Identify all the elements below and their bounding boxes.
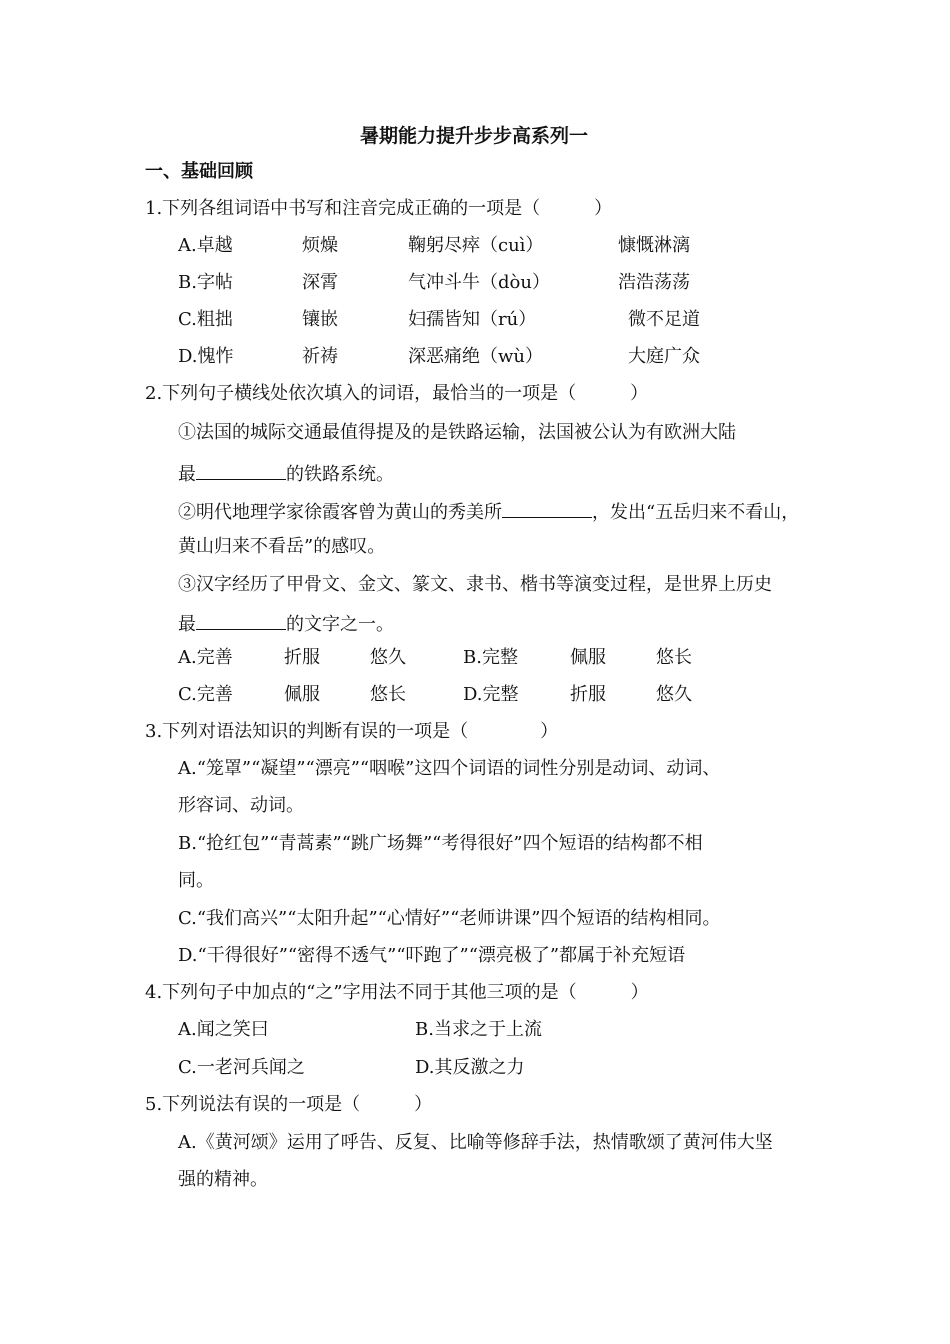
q4-stem: 4.下列句子中加点的“之”字用法不同于其他三项的是（ ） (145, 982, 649, 1003)
q1-b-c2: 深霄 (302, 272, 338, 293)
q1-c-c1: C.粗拙 (178, 309, 233, 330)
q2-optB-3: 悠长 (656, 647, 692, 668)
q4-option-a: A.闻之笑曰 (178, 1019, 269, 1040)
q2-optC-2: 佩服 (284, 684, 320, 705)
q3-option-b-line2: 同。 (178, 870, 214, 891)
q4-option-c: C.一老河兵闻之 (178, 1057, 305, 1078)
q1-b-c3: 气冲斗牛（dòu） (408, 272, 550, 293)
q5-stem: 5.下列说法有误的一项是（ ） (145, 1094, 433, 1115)
q2-optA-1: A.完善 (178, 647, 233, 668)
q2-stem: 2.下列句子横线处依次填入的词语，最恰当的一项是（ ） (145, 383, 649, 404)
q1-d-c1: D.愧怍 (178, 346, 234, 367)
q3-option-d: D.“干得很好”“密得不透气”“吓跑了”“漂亮极了”都属于补充短语 (178, 945, 686, 966)
q1-stem: 1.下列各组词语中书写和注音完成正确的一项是（ ） (145, 198, 613, 219)
q2-optD-3: 悠久 (656, 684, 692, 705)
q2-optB-2: 佩服 (570, 647, 606, 668)
q2-optA-2: 折服 (284, 647, 320, 668)
q5-option-a-line1: A.《黄河颂》运用了呼告、反复、比喻等修辞手法，热情歌颂了黄河伟大坚 (178, 1132, 773, 1153)
page-title: 暑期能力提升步步高系列一 (360, 125, 589, 147)
q1-b-c1: B.字帖 (178, 272, 233, 293)
q2-optB-1: B.完整 (463, 647, 518, 668)
q1-d-c3: 深恶痛绝（wù） (408, 346, 543, 367)
q5-option-a-line2: 强的精神。 (178, 1169, 268, 1190)
q1-c-c2: 镶嵌 (302, 309, 338, 330)
blank-2 (502, 497, 592, 518)
blank-1 (196, 459, 286, 480)
section-heading: 一、基础回顾 (145, 161, 253, 182)
q2-sentence1-line2: 最 的铁路系统。 (178, 459, 394, 487)
q1-c-c3: 妇孺皆知（rú） (408, 309, 537, 330)
q1-b-c4: 浩浩荡荡 (618, 272, 690, 293)
q1-d-c2: 祈祷 (302, 346, 338, 367)
q2-optA-3: 悠久 (370, 647, 406, 668)
q1-c-c4: 微不足道 (628, 309, 700, 330)
q2-sentence3-line1: ③汉字经历了甲骨文、金文、篆文、隶书、楷书等演变过程，是世界上历史 (178, 574, 772, 595)
q3-option-c: C.“我们高兴”“太阳升起”“心情好”“老师讲课”四个短语的结构相同。 (178, 908, 721, 929)
blank-3 (196, 609, 286, 630)
q3-option-a-line2: 形容词、动词。 (178, 795, 304, 816)
q2-optC-3: 悠长 (370, 684, 406, 705)
q3-option-b-line1: B.“抢红包”“青蒿素”“跳广场舞”“考得很好”四个短语的结构都不相 (178, 833, 703, 854)
q4-option-b: B.当求之于上流 (415, 1019, 542, 1040)
q2-optD-2: 折服 (570, 684, 606, 705)
q1-d-c4: 大庭广众 (628, 346, 700, 367)
q4-option-d: D.其反激之力 (415, 1057, 525, 1078)
q1-a-c3: 鞠躬尽瘁（cuì） (408, 235, 544, 256)
q2-sentence2-line2: 黄山归来不看岳”的感叹。 (178, 536, 386, 557)
q3-stem: 3.下列对语法知识的判断有误的一项是（ ） (145, 721, 559, 742)
q2-optC-1: C.完善 (178, 684, 233, 705)
q1-a-c4: 慷慨淋漓 (618, 235, 690, 256)
q2-sentence3-line2: 最 的文字之一。 (178, 609, 394, 637)
q1-a-c2: 烦燥 (302, 235, 338, 256)
q2-optD-1: D.完整 (463, 684, 519, 705)
q2-sentence1-line1: ①法国的城际交通最值得提及的是铁路运输，法国被公认为有欧洲大陆 (178, 422, 736, 443)
q1-a-c1: A.卓越 (178, 235, 233, 256)
q3-option-a-line1: A.“笼罩”“凝望”“漂亮”“咽喉”这四个词语的词性分别是动词、动词、 (178, 758, 721, 779)
q2-sentence2-line1: ②明代地理学家徐霞客曾为黄山的秀美所 ，发出“五岳归来不看山， (178, 497, 799, 525)
